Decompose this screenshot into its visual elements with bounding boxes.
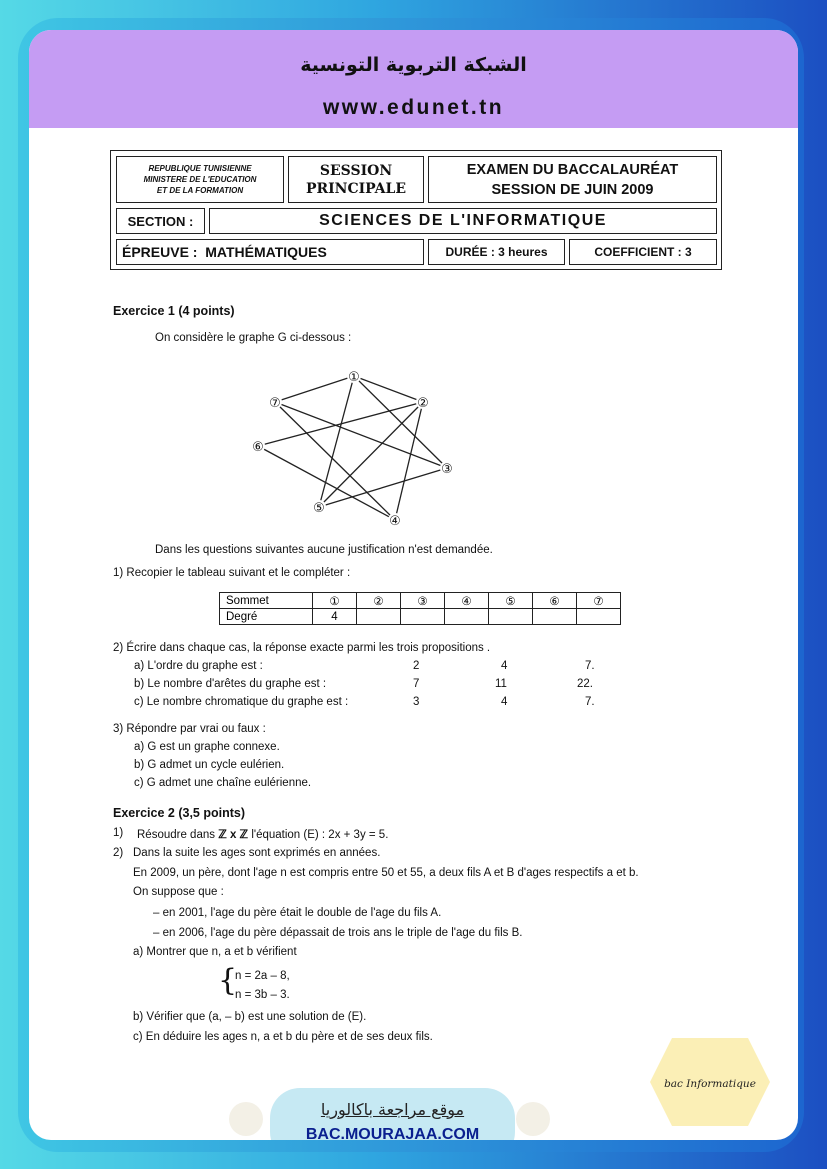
question-1: 1) Recopier le tableau suivant et le compléter : — [113, 567, 351, 579]
system-eq-2: n = 3b – 3. — [235, 989, 290, 1001]
ex2-q1-text — [137, 827, 388, 841]
table-label-sommet: Sommet — [220, 593, 313, 609]
coefficient-value: COEFFICIENT : 3 — [594, 245, 692, 259]
exercise-2-title: Exercice 2 (3,5 points) — [113, 806, 246, 820]
edunet-banner — [29, 30, 798, 128]
epreuve-value: MATHÉMATIQUES — [205, 244, 327, 260]
ex2-qc: c) En déduire les ages n, a et b du père et de ses deux fils. — [133, 1031, 433, 1043]
vertex-5: ⑤ — [313, 501, 325, 516]
q2b-option-3: 22. — [577, 678, 593, 690]
vertex-6: ⑥ — [252, 440, 264, 455]
q2c-label: c) Le nombre chromatique du graphe est : — [134, 696, 349, 708]
q2a-option-1: 2 — [413, 660, 420, 672]
footer-site-pill[interactable] — [270, 1088, 515, 1140]
session-line-2: PRINCIPALE — [305, 180, 407, 197]
section-value-box — [209, 208, 717, 234]
q2b-option-1: 7 — [413, 678, 420, 690]
epreuve-box — [116, 239, 424, 265]
q2a-option-2: 4 — [501, 660, 508, 672]
ex2-line-2: On suppose que : — [133, 886, 224, 898]
footer-logo-right — [516, 1102, 550, 1136]
footer-logo-left — [229, 1102, 263, 1136]
institution-line-2: MINISTERE DE L'EDUCATION — [143, 175, 257, 184]
duree-box — [428, 239, 565, 265]
graph-vertices — [251, 369, 454, 529]
duree-value: DURÉE : 3 heures — [445, 245, 548, 259]
table-vertex-1: ① — [313, 593, 357, 609]
table-vertex-4: ④ — [445, 593, 489, 609]
section-label: SECTION : — [127, 213, 194, 229]
document-page — [29, 30, 798, 1140]
ex2-line-3: – en 2001, l'age du père était le double de l'age du fils A. — [153, 907, 442, 919]
institution-line-1: REPUBLIQUE TUNISIENNE — [148, 164, 252, 173]
institution-line-3: ET DE LA FORMATION — [156, 186, 244, 195]
ex2-q2-text: Dans la suite les ages sont exprimés en années. — [133, 847, 381, 859]
table-label-degre: Degré — [220, 609, 313, 625]
coefficient-box — [569, 239, 717, 265]
institution-box — [116, 156, 284, 203]
vertex-1: ① — [348, 370, 360, 385]
edge-6-4 — [258, 446, 395, 520]
exam-box — [428, 156, 717, 203]
edge-1-5 — [319, 376, 354, 507]
ex2-qb: b) Vérifier que (a, – b) est une solution de (E). — [133, 1011, 367, 1023]
table-vertex-6: ⑥ — [533, 593, 577, 609]
section-value: SCIENCES DE L'INFORMATIQUE — [319, 212, 607, 229]
q2c-option-2: 4 — [501, 696, 508, 708]
question-3: 3) Répondre par vrai ou faux : — [113, 723, 266, 735]
q3b: b) G admet un cycle eulérien. — [134, 759, 285, 771]
section-label-box — [116, 208, 205, 234]
table-vertex-7: ⑦ — [577, 593, 621, 609]
edge-2-4 — [395, 402, 423, 520]
ex2-qa: a) Montrer que n, a et b vérifient — [133, 946, 297, 958]
ex2-line-4: – en 2006, l'age du père dépassait de trois ans le triple de l'age du fils B. — [153, 927, 523, 939]
banner-arabic-title: الشبكة التربوية التونسية — [300, 54, 527, 76]
ex2-q1-pre: Résoudre dans — [137, 829, 219, 841]
ex2-q2-number: 2) — [113, 847, 124, 859]
q2c-option-3: 7. — [585, 696, 595, 708]
exercise-1-title: Exercice 1 (4 points) — [113, 304, 235, 318]
degree-table — [219, 592, 621, 625]
footer-arabic-text: موقع مراجعة باكالوريا — [320, 1100, 465, 1119]
q2a-option-3: 7. — [585, 660, 595, 672]
table-degree-1: 4 — [313, 609, 357, 625]
bac-informatique-badge — [650, 1036, 770, 1128]
exam-line-2: SESSION DE JUIN 2009 — [491, 181, 654, 198]
system-brace: { — [218, 963, 238, 998]
table-vertex-3: ③ — [401, 593, 445, 609]
edge-1-7 — [275, 376, 354, 402]
edge-1-2 — [354, 376, 423, 402]
exercise-1-note: Dans les questions suivantes aucune justification n'est demandée. — [155, 544, 493, 556]
table-vertex-2: ② — [357, 593, 401, 609]
q2b-label: b) Le nombre d'arêtes du graphe est : — [134, 678, 327, 690]
vertex-2: ② — [417, 396, 429, 411]
question-2: 2) Écrire dans chaque cas, la réponse exacte parmi les trois propositions . — [113, 642, 491, 654]
table-row-degre — [220, 609, 621, 625]
ex2-q1-zz: ℤ x ℤ — [218, 829, 249, 841]
banner-url[interactable]: www.edunet.tn — [322, 96, 505, 119]
q2a-label: a) L'ordre du graphe est : — [134, 660, 263, 672]
vertex-3: ③ — [441, 462, 453, 477]
table-row-sommet — [220, 593, 621, 609]
q3c: c) G admet une chaîne eulérienne. — [134, 777, 312, 789]
footer-site-link[interactable]: BAC.MOURAJAA.COM — [305, 1126, 480, 1140]
vertex-7: ⑦ — [269, 396, 281, 411]
table-vertex-5: ⑤ — [489, 593, 533, 609]
system-eq-1: n = 2a – 8, — [235, 970, 290, 982]
ex2-line-1: En 2009, un père, dont l'age n est compris entre 50 et 55, a deux fils A et B d'ages respectifs a et b. — [133, 867, 639, 879]
epreuve-label: ÉPREUVE : — [122, 244, 198, 260]
ex2-q1-number: 1) — [113, 827, 124, 839]
edge-6-2 — [258, 402, 423, 446]
exercise-1-intro: On considère le graphe G ci-dessous : — [155, 332, 352, 344]
edge-1-3 — [354, 376, 447, 468]
q2c-option-1: 3 — [413, 696, 420, 708]
session-line-1: SESSION — [319, 162, 393, 179]
vertex-4: ④ — [389, 514, 401, 529]
q3a: a) G est un graphe connexe. — [134, 741, 280, 753]
graph-g — [239, 360, 469, 530]
ex2-q1-post: l'équation (E) : 2x + 3y = 5. — [248, 829, 389, 841]
session-box — [288, 156, 424, 203]
exam-line-1: EXAMEN DU BACCALAURÉAT — [466, 161, 679, 178]
q2b-option-2: 11 — [495, 678, 507, 690]
badge-text: bac Informatique — [664, 1078, 756, 1090]
